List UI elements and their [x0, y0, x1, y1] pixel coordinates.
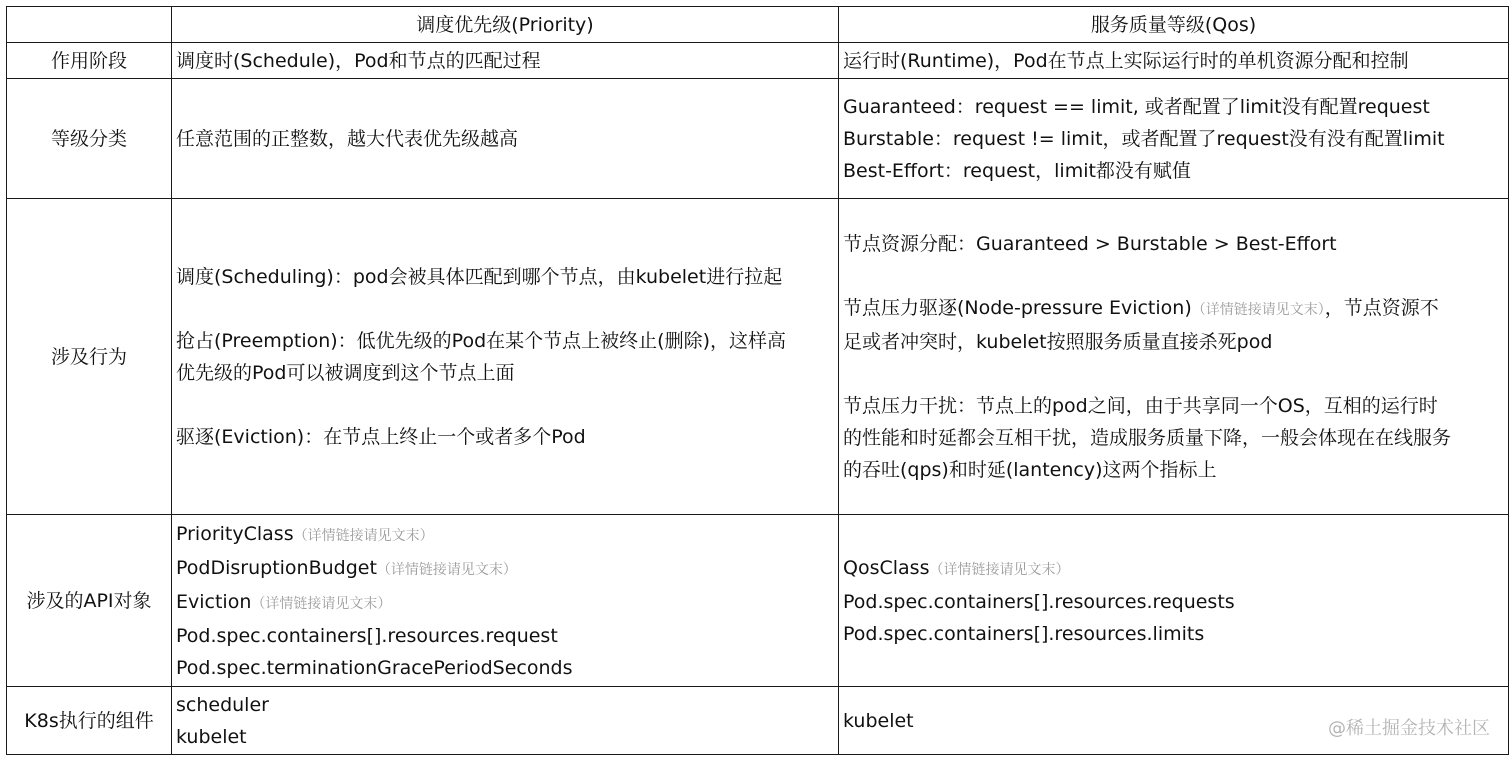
grace-period-line: Pod.spec.terminationGracePeriodSeconds [176, 656, 573, 679]
comparison-table [6, 6, 1509, 755]
row-components [7, 687, 1509, 755]
row-stage [7, 43, 1509, 79]
qos-besteffort-line: Best-Effort：request，limit都没有赋值 [843, 159, 1191, 182]
priority-class-line [176, 518, 834, 552]
api-priority-cell [172, 515, 839, 687]
eviction-api-text: Eviction [176, 590, 252, 613]
qos-class-text: QosClass [843, 556, 930, 579]
qos-class-line [843, 552, 1504, 586]
scheduling-line: 调度(Scheduling)：pod会被具体匹配到哪个节点，由kubelet进行拉起 [176, 265, 783, 288]
row-label-stage: 作用阶段 [7, 43, 172, 79]
row-behavior [7, 199, 1509, 515]
resources-request-line: Pod.spec.containers[].resources.request [176, 624, 558, 647]
behavior-priority-cell [172, 199, 839, 515]
row-label-behavior: 涉及行为 [7, 199, 172, 515]
row-label-components: K8s执行的组件 [7, 687, 172, 755]
pdb-line [176, 552, 834, 586]
allocation-line: 节点资源分配：Guaranteed > Burstable > Best-Effort [843, 232, 1337, 255]
detail-link-note: （详情链接请见文末） [293, 527, 434, 544]
classes-priority-cell: 任意范围的正整数，越大代表优先级越高 [172, 79, 839, 199]
api-qos-cell [839, 515, 1509, 687]
watermark: @稀土掘金技术社区 [1328, 718, 1490, 739]
preemption-line-2: 优先级的Pod可以被调度到这个节点上面 [176, 361, 515, 384]
row-label-api: 涉及的API对象 [7, 515, 172, 687]
components-priority-cell [172, 687, 839, 755]
interference-line-2: 的性能和时延都会互相干扰，造成服务质量下降，一般会体现在在线服务 [843, 426, 1452, 449]
resources-limits-line: Pod.spec.containers[].resources.limits [843, 622, 1205, 645]
stage-priority-cell: 调度时(Schedule)，Pod和节点的匹配过程 [172, 43, 839, 79]
eviction-api-line [176, 586, 834, 620]
detail-link-note: （详情链接请见文末） [251, 595, 392, 612]
header-priority: 调度优先级(Priority) [172, 7, 839, 43]
stage-qos-cell: 运行时(Runtime)，Pod在节点上实际运行时的单机资源分配和控制 [839, 43, 1509, 79]
detail-link-note: （详情链接请见文末） [1191, 301, 1325, 318]
node-pressure-eviction-line-2: 足或者冲突时，kubelet按照服务质量直接杀死pod [843, 330, 1273, 353]
eviction-line: 驱逐(Eviction)：在节点上终止一个或者多个Pod [176, 425, 586, 448]
detail-link-note: （详情链接请见文末） [376, 561, 517, 578]
behavior-qos-cell [839, 199, 1509, 515]
kubelet-line: kubelet [176, 725, 247, 748]
header-row [7, 7, 1509, 43]
resources-requests-line: Pod.spec.containers[].resources.requests [843, 590, 1235, 613]
node-pressure-eviction-text: 节点压力驱逐(Node-pressure Eviction) [843, 296, 1192, 319]
interference-line-3: 的吞吐(qps)和时延(lantency)这两个指标上 [843, 458, 1217, 481]
priority-class-text: PriorityClass [176, 522, 294, 545]
preemption-line-1: 抢占(Preemption)：低优先级的Pod在某个节点上被终止(删除)，这样高 [176, 329, 786, 352]
qos-guaranteed-line: Guaranteed：request == limit, 或者配置了limit没有配置request [843, 95, 1430, 118]
node-pressure-eviction-tail: ，节点资源不 [1324, 296, 1439, 319]
pdb-text: PodDisruptionBudget [176, 556, 377, 579]
classes-qos-cell [839, 79, 1509, 199]
qos-burstable-line: Burstable：request != limit，或者配置了request没有没有配置limit [843, 127, 1445, 150]
detail-link-note: （详情链接请见文末） [929, 561, 1070, 578]
components-qos-cell: kubelet [839, 687, 1509, 755]
row-api [7, 515, 1509, 687]
header-empty-cell [7, 7, 172, 43]
row-label-classes: 等级分类 [7, 79, 172, 199]
header-qos: 服务质量等级(Qos) [839, 7, 1509, 43]
interference-line-1: 节点压力干扰：节点上的pod之间，由于共享同一个OS，互相的运行时 [843, 394, 1438, 417]
row-classes [7, 79, 1509, 199]
node-pressure-eviction-line-1 [843, 292, 1504, 326]
scheduler-line: scheduler [176, 693, 269, 716]
